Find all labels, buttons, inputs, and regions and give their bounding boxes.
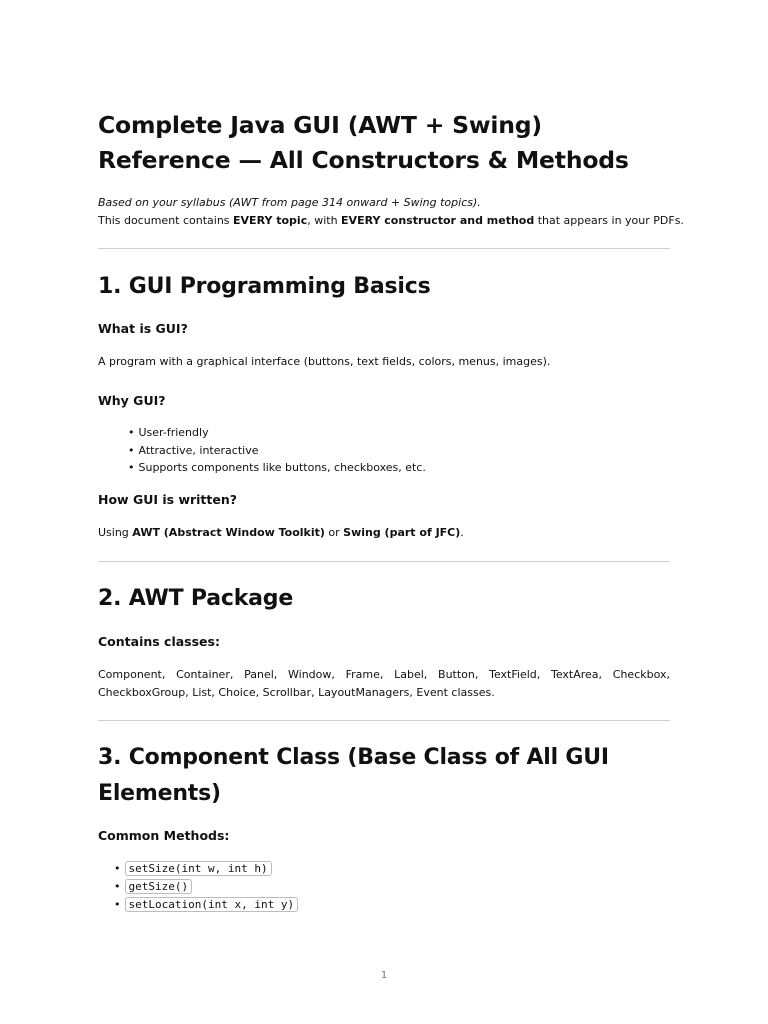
divider-1 bbox=[98, 248, 670, 249]
list-item bbox=[114, 860, 298, 878]
intro-prefix: This document contains bbox=[98, 214, 234, 227]
why-gui-heading: Why GUI? bbox=[98, 393, 166, 408]
section-2-heading: 2. AWT Package bbox=[98, 586, 294, 611]
what-is-gui-text: A program with a graphical interface (buttons, text fields, colors, menus, images). bbox=[98, 355, 551, 368]
how-prefix: Using bbox=[98, 526, 133, 539]
section-3-heading: 3. Component Class (Base Class of All GUI Elements) bbox=[98, 745, 609, 806]
why-gui-list bbox=[128, 424, 426, 477]
list-item: • Supports components like buttons, checkboxes, etc. bbox=[128, 459, 426, 477]
how-gui-heading: How GUI is written? bbox=[98, 492, 238, 507]
document-title: Complete Java GUI (AWT + Swing) Reference — All Constructors & Methods bbox=[98, 111, 629, 174]
intro-bold-topic: EVERY topic bbox=[233, 214, 308, 227]
how-bold-swing: Swing (part of JFC) bbox=[343, 526, 461, 539]
intro-mid: , with bbox=[307, 214, 342, 227]
intro-suffix: that appears in your PDFs. bbox=[534, 214, 684, 227]
common-methods-heading: Common Methods: bbox=[98, 828, 230, 843]
method-code: getSize() bbox=[125, 879, 193, 894]
how-gui-text bbox=[98, 524, 670, 542]
section-1-heading: 1. GUI Programming Basics bbox=[98, 274, 431, 299]
method-code: setLocation(int x, int y) bbox=[125, 897, 299, 912]
list-item bbox=[114, 878, 298, 896]
awt-classes-text: Component, Container, Panel, Window, Frame, Label, Button, TextField, TextArea, Checkbox, CheckboxGroup, List, Choice, Scrollbar, LayoutManagers, Event classes. bbox=[98, 668, 670, 699]
how-bold-awt: AWT (Abstract Window Toolkit) bbox=[132, 526, 325, 539]
intro bbox=[98, 194, 684, 230]
method-code: setSize(int w, int h) bbox=[125, 861, 272, 876]
intro-bold-constructor: EVERY constructor and method bbox=[341, 214, 535, 227]
intro-line bbox=[98, 212, 684, 230]
page-number: 1 bbox=[380, 970, 388, 981]
list-item: • User-friendly bbox=[128, 424, 426, 442]
common-methods-list bbox=[114, 860, 298, 914]
divider-3 bbox=[98, 720, 670, 721]
contains-classes-heading: Contains classes: bbox=[98, 634, 220, 649]
divider-2 bbox=[98, 561, 670, 562]
intro-note: Based on your syllabus (AWT from page 314 onward + Swing topics). bbox=[98, 196, 481, 209]
how-mid: or bbox=[324, 526, 344, 539]
list-item bbox=[114, 896, 298, 914]
what-is-gui-heading: What is GUI? bbox=[98, 321, 188, 336]
list-item: • Attractive, interactive bbox=[128, 442, 426, 460]
how-suffix: . bbox=[460, 526, 464, 539]
